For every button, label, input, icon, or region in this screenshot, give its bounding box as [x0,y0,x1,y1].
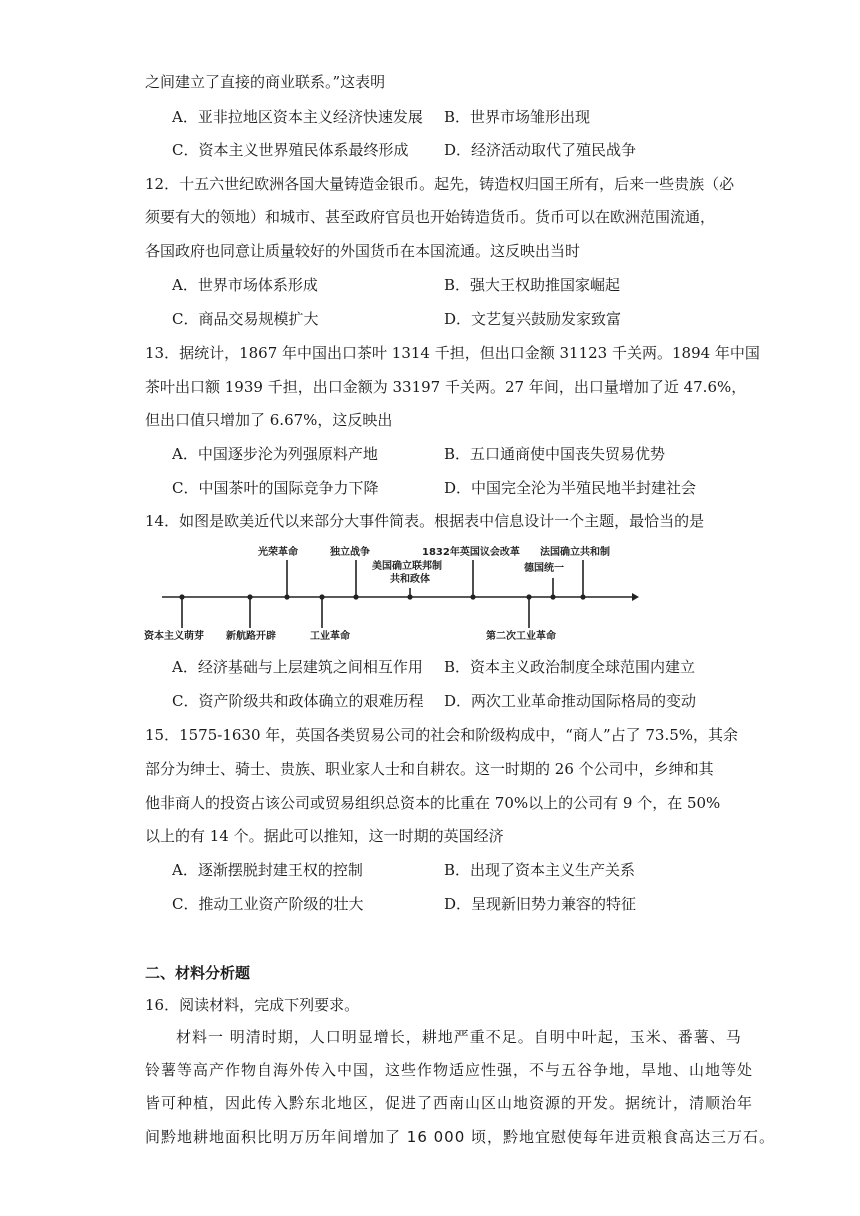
q11-stem-tail: 之间建立了直接的商业联系。”这表明 [145,73,386,91]
q13-stem-line: 但出口值只增加了 6.67%，这反映出 [145,411,393,429]
timeline-label-industrial-revolution: 工业革命 [310,631,350,642]
q15-option-c: C．推动工业资产阶级的壮大 [172,895,364,913]
q12-stem-line: 12．十五六世纪欧洲各国大量铸造金银币。起先，铸造权归国王所有，后来一些贵族（必 [145,175,735,193]
timeline-label-republic: 共和政体 [390,574,430,585]
timeline-label-federal: 美国确立联邦制 [372,561,442,572]
timeline-label-second-industrial-revolution: 第二次工业革命 [486,631,556,642]
timeline-label-german-unification: 德国统一 [524,563,564,574]
material-line: 皆可种植，因此传入黔东北地区，促进了西南山区山地资源的开发。据统计，清顺治年 [145,1094,754,1112]
material-line: 间黔地耕地面积比明万历年间增加了 16 000 顷，黔地宜慰使每年进贡粮食高达三万石。 [145,1128,776,1146]
timeline-label-france-republic: 法国确立共和制 [540,547,610,558]
q16-stem: 16．阅读材料，完成下列要求。 [145,996,360,1014]
q11-option-c: C．资本主义世界殖民体系最终形成 [172,141,409,159]
q13-option-a: A．中国逐步沦为列强原料产地 [172,445,378,463]
q12-option-d: D．文艺复兴鼓励发家致富 [444,310,622,328]
q11-option-a: A．亚非拉地区资本主义经济快速发展 [172,108,423,126]
timeline-arrow [632,593,639,601]
q14-option-d: D．两次工业革命推动国际格局的变动 [444,692,697,710]
timeline-figure [140,540,640,646]
q15-stem-line: 15．1575-1630 年，英国各类贸易公司的社会和阶级构成中，“商人”占了 73.5%，其余 [145,726,739,744]
q12-option-b: B．强大王权助推国家崛起 [444,276,621,294]
q11-option-d: D．经济活动取代了殖民战争 [444,141,637,159]
q15-option-b: B．出现了资本主义生产关系 [444,861,636,879]
section-heading: 二、材料分析题 [145,964,251,982]
q13-option-c: C．中国茶叶的国际竞争力下降 [172,479,379,497]
q15-stem-line: 部分为绅士、骑士、贵族、职业家人士和自耕农。这一时期的 26 个公司中，乡绅和其 [145,760,714,778]
q12-option-a: A．世界市场体系形成 [172,276,318,294]
timeline-label-reform-1832: 1832年英国议会改革 [422,547,520,558]
q14-option-b: B．资本主义政治制度全球范围内建立 [444,658,696,676]
q13-stem-line: 茶叶出口额 1939 千担，出口金额为 33197 千关两。27 年间，出口量增加了近 47.6%， [145,378,747,396]
q15-option-d: D．呈现新旧势力兼容的特征 [444,895,637,913]
q15-stem-line: 他非商人的投资占该公司或贸易组织总资本的比重在 70%以上的公司有 9 个，在 50% [145,794,721,812]
timeline-label-capitalism-sprouts: 资本主义萌芽 [144,631,204,642]
q13-stem-line: 13．据统计，1867 年中国出口茶叶 1314 千担，但出口金额 31123 千关两。1894 年中国 [145,344,760,362]
timeline-label-new-routes: 新航路开辟 [226,631,276,642]
q12-option-c: C．商品交易规模扩大 [172,310,319,328]
material-line: 铃薯等高产作物自海外传入中国，这些作物适应性强，不与五谷争地，旱地、山地等处 [145,1061,754,1079]
q13-option-b: B．五口通商使中国丧失贸易优势 [444,445,666,463]
q14-option-a: A．经济基础与上层建筑之间相互作用 [172,658,423,676]
q11-option-b: B．世界市场雏形出现 [444,108,591,126]
q14-stem: 14．如图是欧美近代以来部分大事件简表。根据表中信息设计一个主题，最恰当的是 [145,512,705,530]
timeline-label-independence-war: 独立战争 [330,547,370,558]
q15-option-a: A．逐渐摆脱封建王权的控制 [172,861,363,879]
q12-stem-line: 须要有大的领地）和城市、甚至政府官员也开始铸造货币。货币可以在欧洲范围流通， [145,208,716,226]
material-line: 材料一 明清时期，人口明显增长，耕地严重不足。自明中叶起，玉米、番薯、马 [176,1028,742,1046]
q15-stem-line: 以上的有 14 个。据此可以推知，这一时期的英国经济 [145,827,504,845]
q12-stem-line: 各国政府也同意让质量较好的外国货币在本国流通。这反映出当时 [145,242,581,260]
q14-option-c: C．资产阶级共和政体确立的艰难历程 [172,692,424,710]
timeline-label-glorious-revolution: 光荣革命 [258,547,298,558]
q13-option-d: D．中国完全沦为半殖民地半封建社会 [444,479,697,497]
